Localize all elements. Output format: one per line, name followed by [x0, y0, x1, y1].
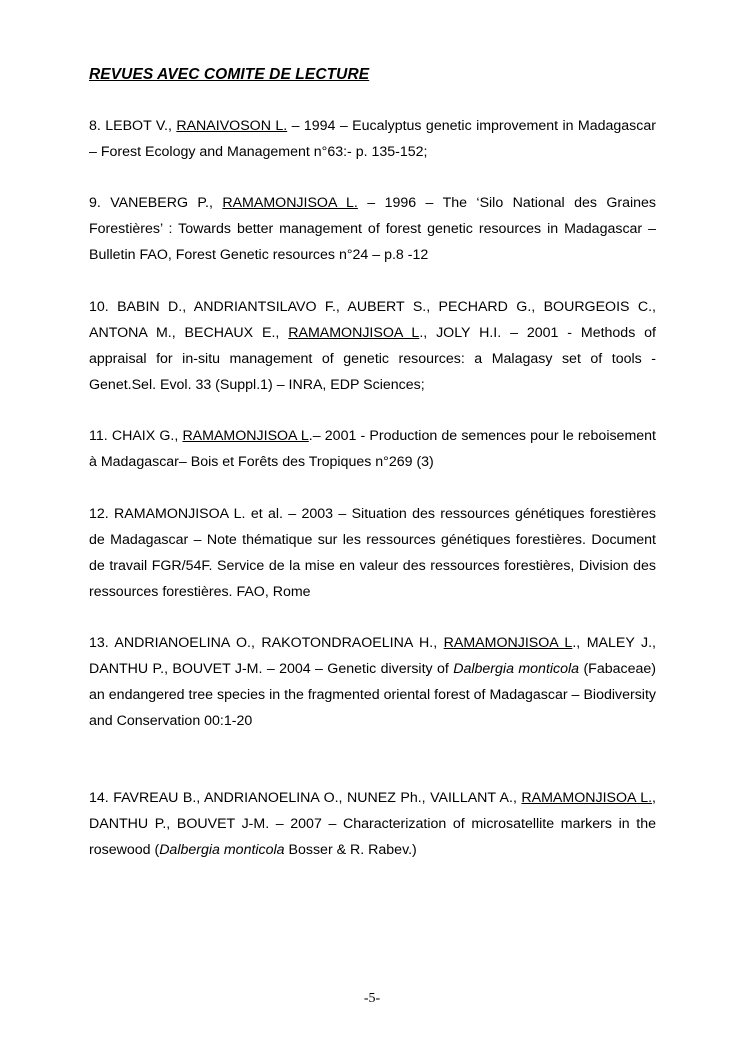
reference-text: 10. BABIN D., ANDRIANTSILAVO F., AUBERT S., PECHARD G., BOURGEOIS C., ANTONA M., BECHAUX E.,	[89, 299, 656, 341]
reference-text: Bosser & R. Rabev.)	[284, 842, 417, 858]
reference-text: – 1996 – The ‘Silo National des Graines Forestières’ : Towards better management of forest genetic resources in Madagascar – Bulletin FAO, Forest Genetic resources n°24 – p.8 -12	[89, 195, 657, 263]
reference-8	[89, 113, 656, 165]
reference-11	[89, 423, 656, 475]
reference-10	[89, 294, 656, 398]
reference-text: .– 2001 - Production de semences pour le reboisement à Madagascar– Bois et Forêts des Tropiques n°269 (3)	[89, 428, 656, 470]
species-name: Dalbergia monticola	[453, 661, 580, 677]
underlined-author: RANAIVOSON L.	[176, 118, 288, 134]
reference-9	[89, 190, 656, 268]
reference-12	[89, 501, 656, 605]
reference-text: 11. CHAIX G.,	[89, 428, 183, 444]
reference-14	[89, 785, 656, 863]
reference-text: 9. VANEBERG P.,	[89, 195, 223, 211]
underlined-author: RAMAMONJISOA L	[443, 635, 573, 651]
reference-text: 8. LEBOT V.,	[89, 118, 177, 134]
reference-text: 14. FAVREAU B., ANDRIANOELINA O., NUNEZ Ph., VAILLANT A.,	[89, 790, 522, 806]
reference-text: 13. ANDRIANOELINA O., RAKOTONDRAOELINA H.,	[89, 635, 444, 651]
page-number: -5-	[363, 991, 381, 1006]
reference-text: 12. RAMAMONJISOA L. et al. – 2003 – Situation des ressources génétiques forestières de Madagascar – Note thématique sur les ressources génétiques forestières. Document de travail FGR/54F. Service de la mise en valeur des ressources forestières, Division des ressources forestières. FAO, Rome	[89, 506, 656, 600]
reference-text: – 1994 – Eucalyptus genetic improvement in Madagascar – Forest Ecology and Management n°63:- p. 135-152;	[89, 118, 656, 160]
section-heading: REVUES AVEC COMITE DE LECTURE	[89, 66, 370, 83]
species-name: Dalbergia monticola	[159, 842, 285, 858]
underlined-author: RAMAMONJISOA L.	[521, 790, 653, 806]
reference-text: , DANTHU P., BOUVET J-M. – 2007 – Characterization of microsatellite markers in the rosewood (	[89, 790, 656, 858]
reference-text: ., JOLY H.I. – 2001 - Methods of appraisal for in-situ management of genetic resources: a Malagasy set of tools - Genet.Sel. Evol. 33 (Suppl.1) – INRA, EDP Sciences;	[89, 325, 656, 393]
underlined-author: RAMAMONJISOA L	[288, 325, 420, 341]
underlined-author: RAMAMONJISOA L.	[222, 195, 358, 211]
reference-text: (Fabaceae) an endangered tree species in the fragmented oriental forest of Madagascar – Biodiversity and Conservation 00:1-20	[89, 661, 657, 729]
reference-text: ., MALEY J., DANTHU P., BOUVET J-M. – 2004 – Genetic diversity of	[89, 635, 656, 677]
reference-13	[89, 630, 656, 734]
underlined-author: RAMAMONJISOA L	[182, 428, 309, 444]
